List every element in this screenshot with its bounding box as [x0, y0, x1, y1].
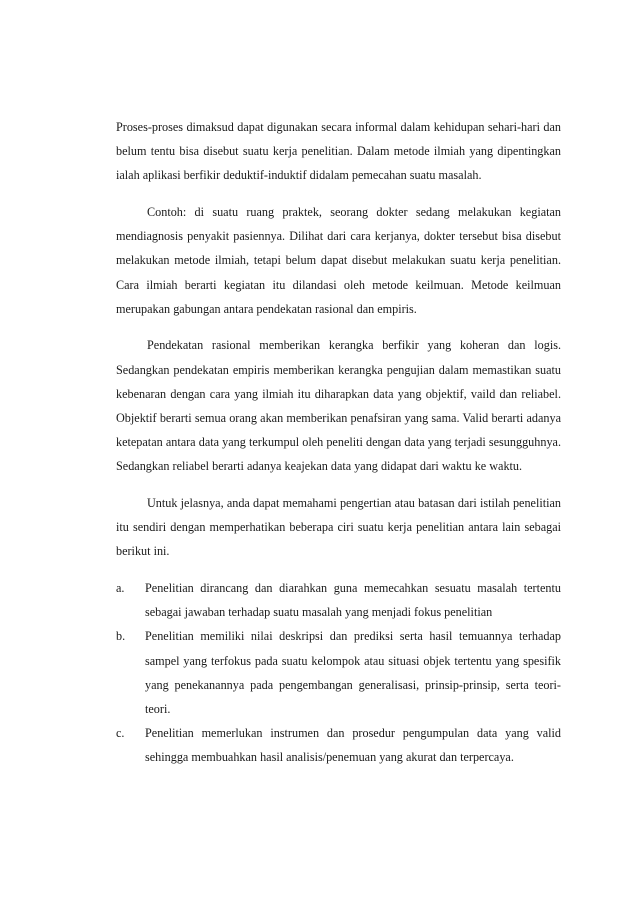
list-marker: a. [116, 581, 125, 596]
paragraph-pendekatan: Pendekatan rasional memberikan kerangka berfikir yang koheran dan logis. Sedangkan pendekatan empiris memberikan kerangka pengujian dalam memastikan suatu kebenaran dengan cara yang ilmiah itu diharapkan data yang objektif, vaild dan reliabel. Objektif berarti semua orang akan memberikan penafsiran yang sama. Valid berarti adanya ketepatan antara data yang terkumpul oleh peneliti dengan data yang terjadi sesungguhnya. Sedangkan reliabel berarti adanya keajekan data yang didapat dari waktu ke waktu. [116, 338, 561, 474]
paragraph-contoh: Contoh: di suatu ruang praktek, seorang dokter sedang melakukan kegiatan mendiagnosis penyakit pasiennya. Dilihat dari cara kerjanya, dokter tersebut bisa disebut melakukan metode ilmiah, tetapi belum dapat disebut melakukan suatu kerja penelitian. Cara ilmiah berarti kegiatan itu dilandasi oleh metode keilmuan. Metode keilmuan merupakan gabungan antara pendekatan rasional dan empiris. [116, 205, 561, 316]
list-marker: b. [116, 629, 126, 644]
paragraph-intro: Proses-proses dimaksud dapat digunakan secara informal dalam kehidupan sehari-hari dan belum tentu bisa disebut suatu kerja penelitian. Dalam metode ilmiah yang dipentingkan ialah aplikasi berfikir deduktif-induktif didalam pemecahan suatu masalah. [116, 120, 561, 183]
list-item [116, 721, 561, 769]
list-item-text: Penelitian memiliki nilai deskripsi dan prediksi serta hasil temuannya terhadap sampel yang terfokus pada suatu kelompok atau situasi objek tertentu yang spesifik yang penekanannya pada pengembangan generalisasi, prinsip-prinsip, serta teori-teori. [145, 629, 561, 717]
paragraph-untuk-jelasnya: Untuk jelasnya, anda dapat memahami pengertian atau batasan dari istilah penelitian itu sendiri dengan memperhatikan beberapa ciri suatu kerja penelitian antara lain sebagai berikut ini. [116, 496, 561, 559]
list-item-text: Penelitian dirancang dan diarahkan guna memecahkan sesuatu masalah tertentu sebagai jawaban terhadap suatu masalah yang menjadi fokus penelitian [145, 581, 561, 620]
list-item [116, 624, 561, 721]
list-marker: c. [116, 726, 125, 741]
list-item [116, 576, 561, 624]
research-characteristics-list [116, 576, 561, 770]
list-item-text: Penelitian memerlukan instrumen dan prosedur pengumpulan data yang valid sehingga membuahkan hasil analisis/penemuan yang akurat dan terpercaya. [145, 726, 561, 765]
document-page [116, 115, 561, 770]
